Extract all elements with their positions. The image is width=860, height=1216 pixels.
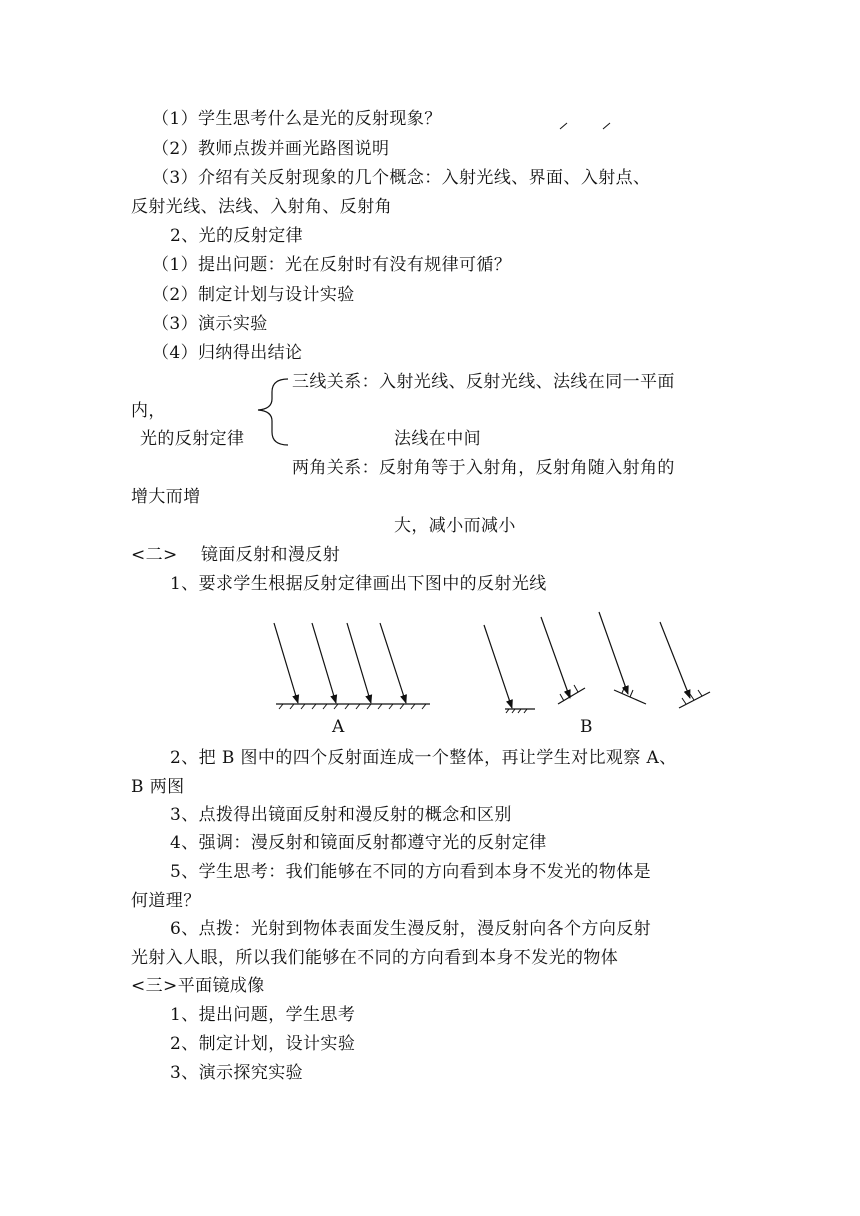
- law-heading: 2、光的反射定律: [170, 226, 304, 246]
- section-2-item-5: 5、学生思考：我们能够在不同的方向看到本身不发光的物体是: [170, 862, 652, 882]
- question-3-line-1: （3）介绍有关反射现象的几个概念：入射光线、界面、入射点、: [152, 168, 651, 188]
- brace-label: 光的反射定律: [140, 429, 245, 449]
- two-angle-relation-cont: 增大而增: [131, 487, 201, 507]
- normal-in-middle: 法线在中间: [394, 429, 481, 449]
- two-angle-relation-end: 大，减小而减小: [394, 516, 516, 536]
- section-3-item-2: 2、制定计划，设计实验: [170, 1034, 356, 1054]
- law-step-1: （1）提出问题：光在反射时有没有规律可循？: [152, 255, 512, 275]
- section-2-item-6-cont: 光射入人眼，所以我们能够在不同的方向看到本身不发光的物体: [131, 948, 619, 968]
- incident-ray-b1: [484, 625, 512, 708]
- incident-ray-a1: [274, 623, 298, 703]
- section-2-item-5-cont: 何道理？: [131, 891, 201, 911]
- curly-brace: [258, 379, 288, 445]
- section-3-heading: <三>平面镜成像: [131, 976, 265, 996]
- law-step-3: （3）演示实验: [152, 314, 268, 334]
- question-2: （2）教师点拨并画光路图说明: [152, 139, 390, 159]
- section-2-item-4: 4、强调：漫反射和镜面反射都遵守光的反射定律: [170, 833, 547, 853]
- two-angle-relation: 两角关系：反射角等于入射角，反射角随入射角的: [292, 458, 675, 478]
- law-step-4: （4）归纳得出结论: [152, 343, 303, 363]
- incident-ray-b3: [599, 612, 628, 694]
- section-3-item-1: 1、提出问题，学生思考: [170, 1005, 356, 1025]
- section-2-item-6: 6、点拨：光射到物体表面发生漫反射，漫反射向各个方向反射: [170, 919, 652, 939]
- figure-b: [484, 612, 710, 713]
- incident-ray-a4: [380, 623, 406, 703]
- hatch-a: [279, 704, 426, 709]
- three-line-relation: 三线关系：入射光线、反射光线、法线在同一平面: [292, 372, 675, 392]
- question-3-line-2: 反射光线、法线、入射角、反射角: [131, 197, 392, 217]
- figure-a: [274, 623, 430, 709]
- question-1: （1）学生思考什么是光的反射现象？: [152, 109, 442, 129]
- law-step-2: （2）制定计划与设计实验: [152, 285, 355, 305]
- incident-ray-a2: [312, 623, 336, 703]
- section-3-item-3: 3、演示探究实验: [170, 1063, 304, 1083]
- figure-label-a: A: [332, 717, 345, 737]
- incident-ray-b2: [541, 617, 570, 698]
- section-2-item-2: 2、把 B 图中的四个反射面连成一个整体，再让学生对比观察 A、: [170, 748, 677, 768]
- stray-marks: [560, 123, 610, 129]
- section-2-item-2-cont: B 两图: [131, 777, 185, 797]
- section-2-item-3: 3、点拨得出镜面反射和漫反射的概念和区别: [170, 805, 512, 825]
- incident-ray-a3: [347, 623, 371, 703]
- three-line-relation-cont: 内，: [131, 401, 166, 421]
- section-2-item-1: 1、要求学生根据反射定律画出下图中的反射光线: [170, 574, 547, 594]
- surface-b2: [558, 688, 585, 704]
- figure-label-b: B: [580, 717, 593, 737]
- section-2-heading: <二> 镜面反射和漫反射: [131, 545, 341, 565]
- incident-ray-b4: [660, 622, 690, 698]
